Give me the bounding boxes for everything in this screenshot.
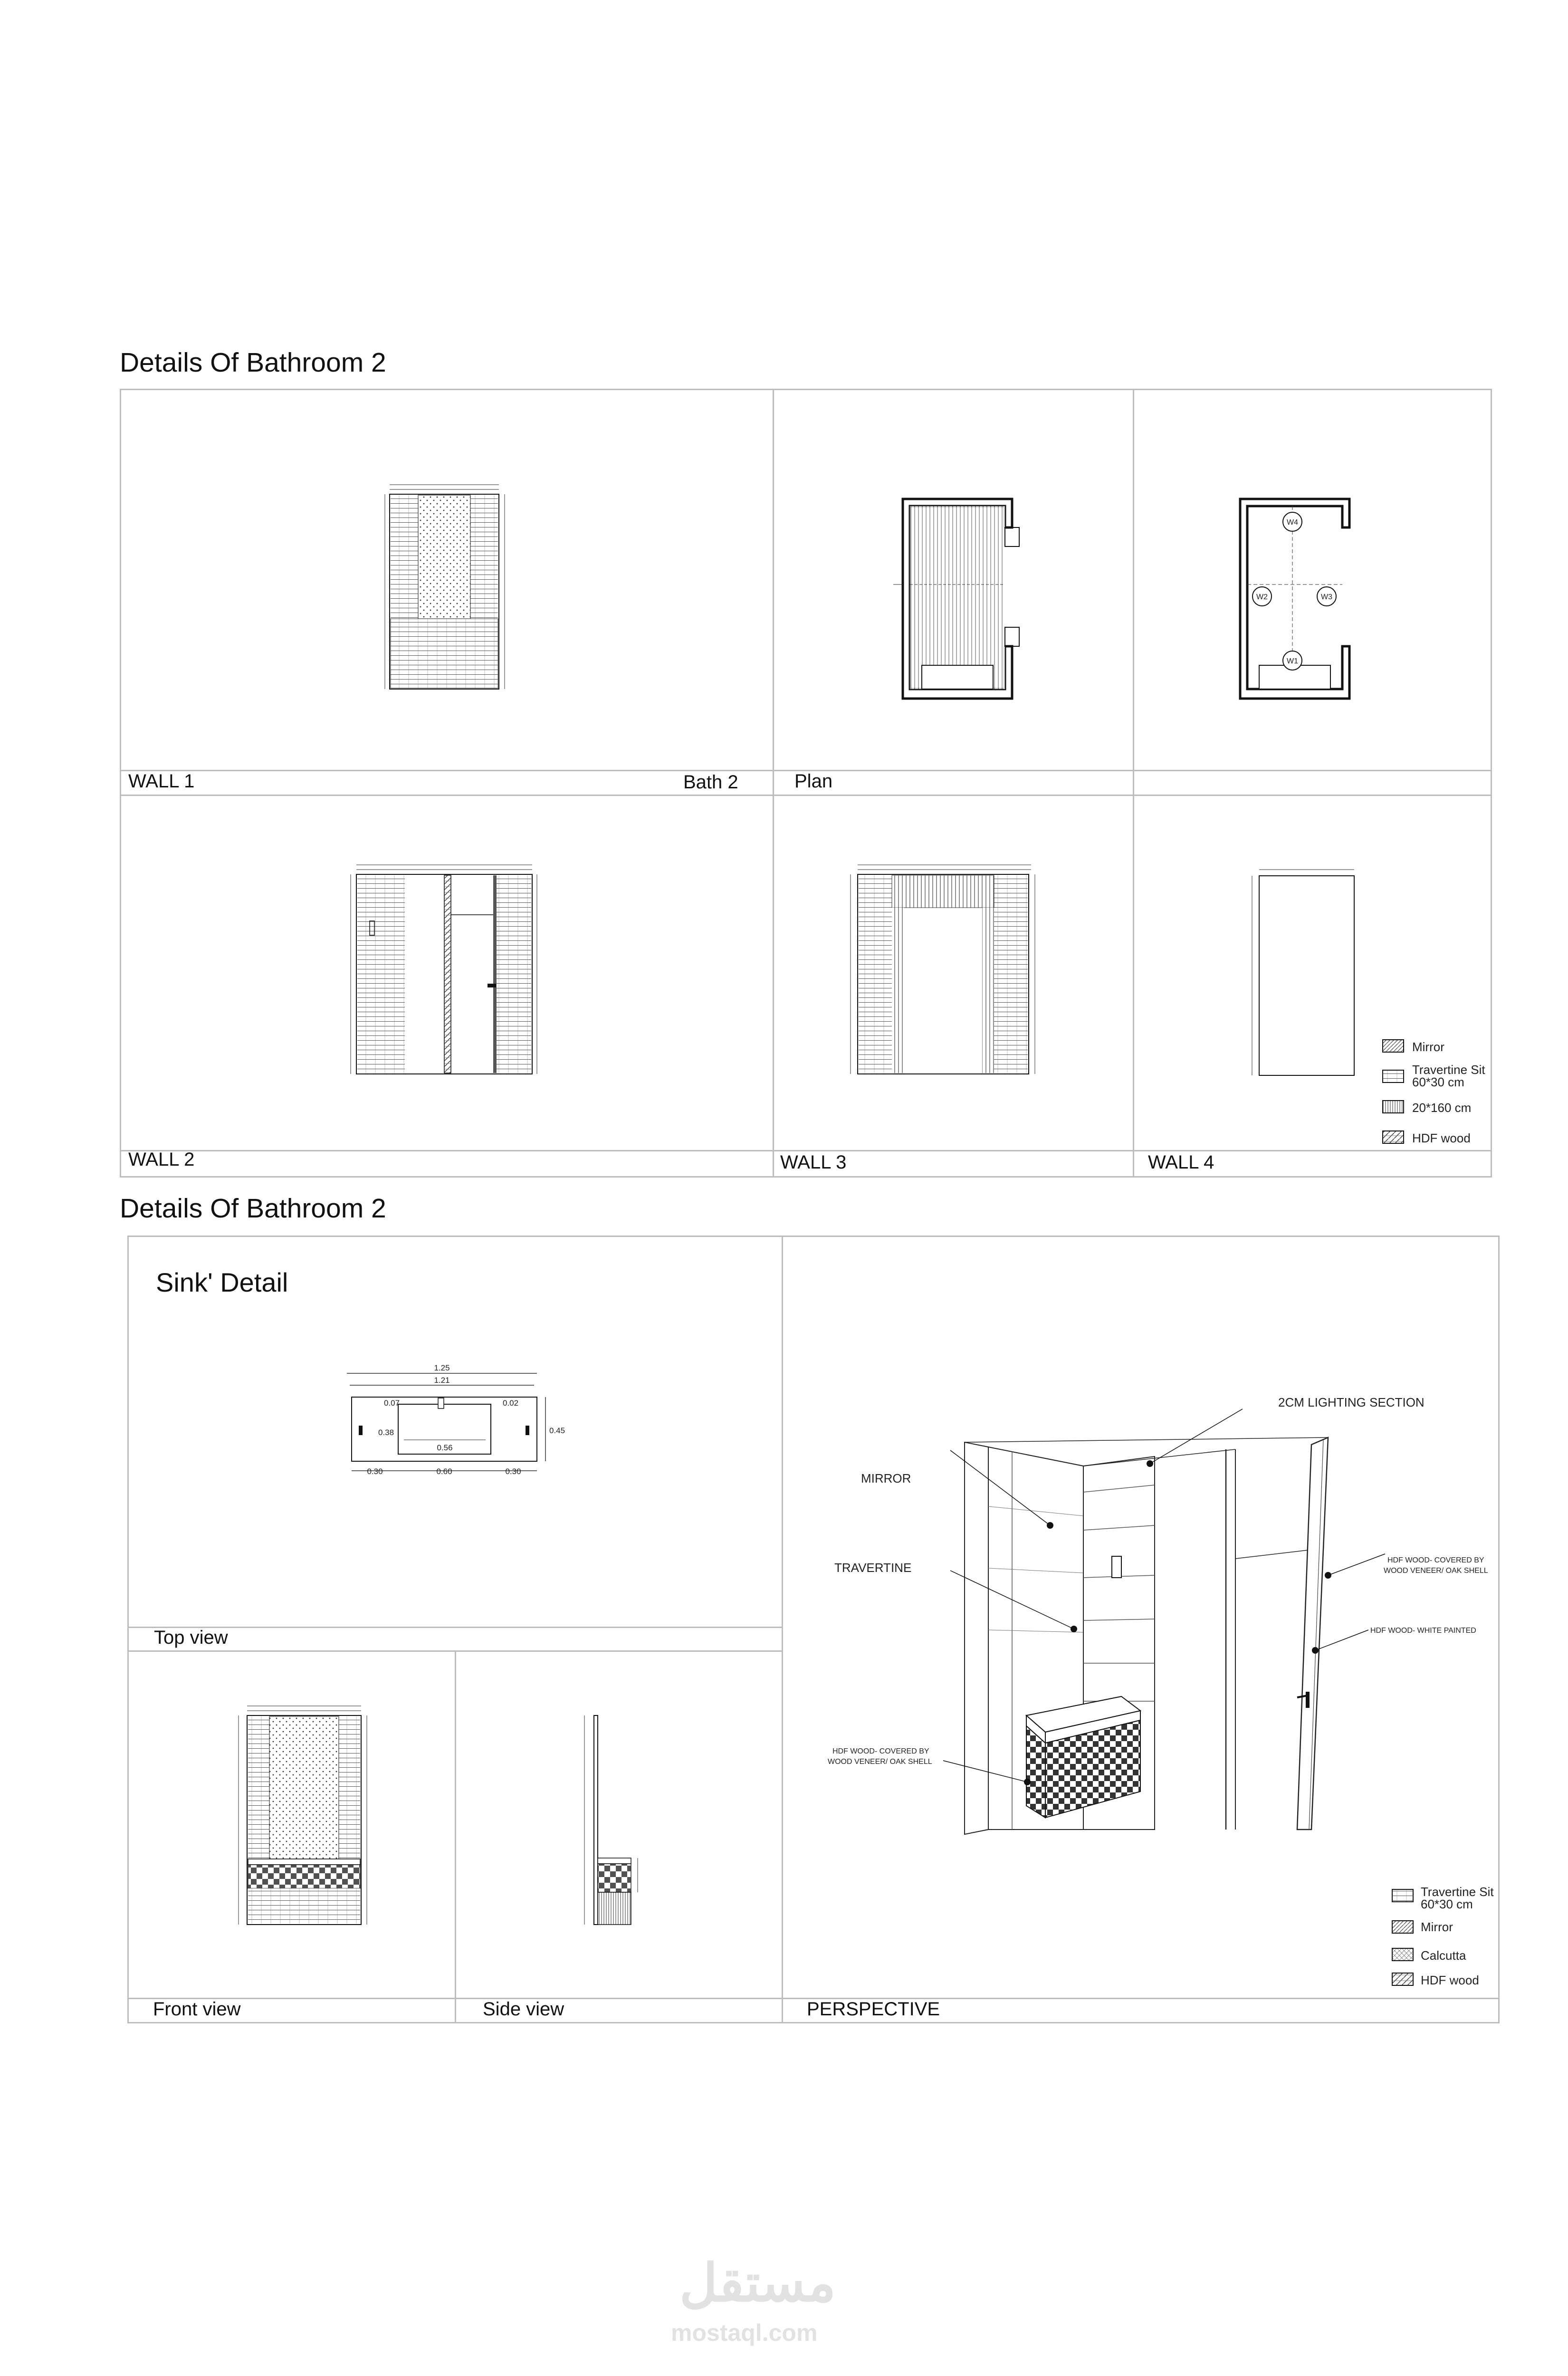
label-plan: Plan xyxy=(794,771,833,792)
label-side-view: Side view xyxy=(483,1999,564,2020)
divider xyxy=(120,795,1492,796)
label-front-view: Front view xyxy=(153,1999,241,2020)
watermark-logo-arabic: مستقل xyxy=(679,2254,836,2312)
legend-mirror: Mirror xyxy=(1412,1040,1444,1054)
divider xyxy=(120,1150,1492,1151)
wall-2-elevation xyxy=(342,855,542,1083)
wall-tag-w2: W2 xyxy=(1256,593,1268,601)
legend2-calcutta: Calcutta xyxy=(1421,1948,1466,1963)
divider xyxy=(455,1650,456,2023)
wall-tag-w3: W3 xyxy=(1321,593,1332,601)
label-hdf-veneer-right-1: HDF WOOD- COVERED BY xyxy=(1387,1556,1484,1564)
watermark-logo-latin: mostaql.com xyxy=(671,2319,818,2346)
legend-travertine-size: 60*30 cm xyxy=(1412,1075,1464,1089)
sink-front-view xyxy=(228,1696,371,1934)
label-travertine: TRAVERTINE xyxy=(834,1561,912,1575)
dim-inner: 1.21 xyxy=(434,1376,450,1385)
sink-detail-title: Sink' Detail xyxy=(156,1267,288,1297)
dim-right-seg: 0.30 xyxy=(505,1467,521,1476)
label-wall-3: WALL 3 xyxy=(780,1152,847,1173)
sink-side-view xyxy=(570,1706,665,1929)
perspective-drawing xyxy=(808,1388,1492,1844)
label-bath-2: Bath 2 xyxy=(683,772,738,793)
legend-travertine: Travertine Sit xyxy=(1412,1063,1485,1077)
section-1-title: Details Of Bathroom 2 xyxy=(120,347,386,378)
wall-tag-w4: W4 xyxy=(1287,518,1298,527)
label-hdf-veneer-left-2: WOOD VENEER/ OAK SHELL xyxy=(828,1758,932,1766)
wall-3-elevation xyxy=(841,855,1041,1083)
label-hdf-veneer-left-1: HDF WOOD- COVERED BY xyxy=(832,1747,929,1755)
label-mirror: MIRROR xyxy=(861,1471,911,1485)
dim-basin-depth: 0.38 xyxy=(378,1428,394,1437)
label-hdf-veneer-right-2: WOOD VENEER/ OAK SHELL xyxy=(1384,1567,1488,1575)
legend2-hdf: HDF wood xyxy=(1421,1973,1479,1987)
label-wall-1: WALL 1 xyxy=(128,771,195,792)
divider xyxy=(773,389,774,1178)
legend-strip: 20*160 cm xyxy=(1412,1101,1472,1115)
wall-tag-w1: W1 xyxy=(1287,657,1298,665)
section-2-title: Details Of Bathroom 2 xyxy=(120,1193,386,1224)
dim-mid-seg: 0.60 xyxy=(436,1467,452,1476)
legend-materials-2 xyxy=(1392,1887,1497,1996)
bathroom-plan-wall-tags xyxy=(1221,489,1364,708)
dim-basin-width: 0.56 xyxy=(437,1443,453,1452)
dim-right-gap: 0.02 xyxy=(503,1399,519,1408)
legend2-mirror: Mirror xyxy=(1421,1920,1453,1934)
dim-total-depth: 0.45 xyxy=(549,1426,565,1435)
legend-materials-1 xyxy=(1383,1036,1487,1150)
sink-top-view xyxy=(337,1364,570,1487)
label-lighting-section: 2CM LIGHTING SECTION xyxy=(1278,1395,1425,1409)
dim-overall: 1.25 xyxy=(434,1363,450,1372)
legend2-travertine: Travertine Sit xyxy=(1421,1885,1494,1899)
bathroom-plan-hatched xyxy=(884,489,1026,708)
divider xyxy=(782,1236,783,2023)
divider xyxy=(1133,389,1134,1178)
legend2-travertine-size: 60*30 cm xyxy=(1421,1897,1473,1911)
label-top-view: Top view xyxy=(154,1627,228,1648)
label-perspective: PERSPECTIVE xyxy=(807,1999,940,2020)
label-wall-4: WALL 4 xyxy=(1148,1152,1214,1173)
wall-1-elevation xyxy=(375,475,513,699)
legend-hdf: HDF wood xyxy=(1412,1131,1471,1145)
dim-left-seg: 0.30 xyxy=(367,1467,383,1476)
wall-4-elevation xyxy=(1245,862,1359,1081)
label-hdf-white: HDF WOOD- WHITE PAINTED xyxy=(1370,1627,1476,1635)
label-wall-2: WALL 2 xyxy=(128,1149,195,1170)
dim-left-depth: 0.07 xyxy=(384,1399,400,1408)
